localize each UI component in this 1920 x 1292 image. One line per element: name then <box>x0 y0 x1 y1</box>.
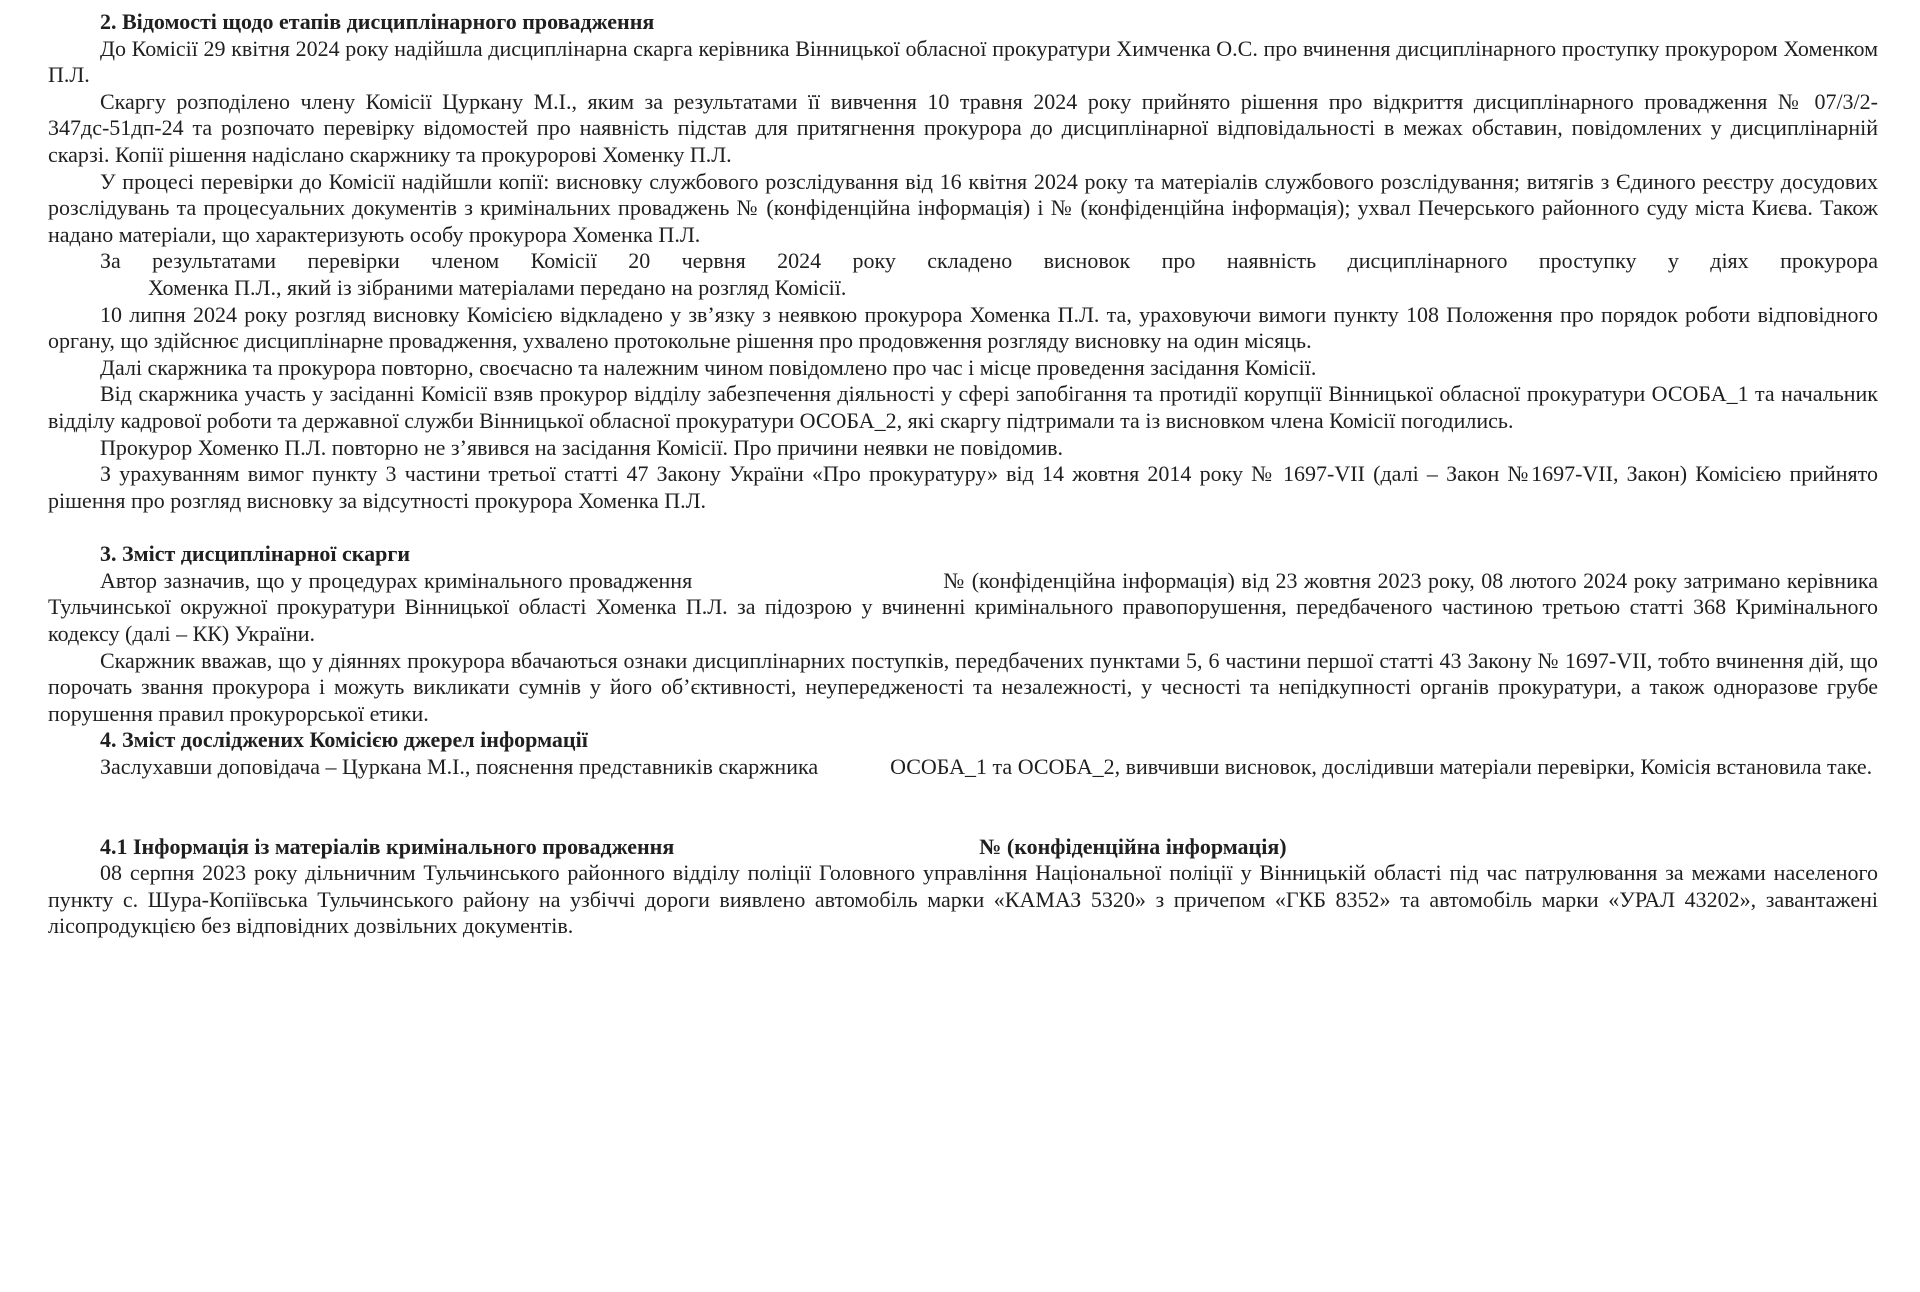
section-2-paragraph-6: Далі скаржника та прокурора повторно, своєчасно та належним чином повідомлено про час і місце проведення засідання Комісії. <box>100 354 1317 380</box>
section-4-1-paragraph-1: 08 серпня 2023 року дільничним Тульчинського районного відділу поліції Головного управління Національної поліції у Вінницькій області під час патрулювання за межами населеного пункту с. Шура-Копіївська Тульчинського району на узбіччі дороги виявлено автомобіль марки «КАМАЗ 5320» з причепом «ГКБ 8352» та автомобіль марки «УРАЛ 43202», завантажені лісопродукцією без відповідних дозвільних документів. <box>48 860 1878 939</box>
section-3-paragraph-1-text: Автор зазначив, що у процедурах кримінального провадження <box>100 567 693 593</box>
section-3-paragraph-1 <box>48 568 1878 648</box>
section-4-1-heading-case-number: № (конфіденційна інформація) <box>979 833 1287 859</box>
section-2-paragraph-5: 10 липня 2024 року розгляд висновку Комісією відкладено у зв’язку з неявкою прокурора Хоменка П.Л. та, ураховуючи вимоги пункту 108 Положення про порядок роботи відповідного органу, що здійснює дисциплінарне провадження, ухвалено протокольне рішення про продовження розгляду висновку на один місяць. <box>48 301 1878 354</box>
section-4-paragraph-1 <box>48 754 1878 781</box>
section-2-paragraph-2: Скаргу розподілено члену Комісії Цуркану М.І., яким за результатами її вивчення 10 травня 2024 року прийнято рішення про відкриття дисциплінарного провадження № 07/3/2-347дс-51дп-24 та розпочато перевірку відомостей про наявність підстав для притягнення прокурора до дисциплінарної відповідальності в межах обставин, повідомлених у дисциплінарній скарзі. Копії рішення надіслано скаржнику та прокуророві Хоменку П.Л. <box>48 88 1878 167</box>
section-4-paragraph-1-continuation: ОСОБА_1 та ОСОБА_2, вивчивши висновок, дослідивши матеріали перевірки, Комісія встановила таке. <box>890 754 1873 780</box>
section-4-1-heading <box>48 834 1878 861</box>
section-2-paragraph-8: Прокурор Хоменко П.Л. повторно не з’явився на засідання Комісії. Про причини неявки не повідомив. <box>100 434 1064 460</box>
section-2-paragraph-7: Від скаржника участь у засіданні Комісії взяв прокурор відділу забезпечення діяльності у сфері запобігання та протидії корупції Вінницької обласної прокуратури ОСОБА_1 та начальник відділу кадрової роботи та державної служби Вінницької обласної прокуратури ОСОБА_2, які скаргу підтримали та із висновком члена Комісії погодились. <box>48 381 1878 433</box>
section-2-paragraph-9: З урахуванням вимог пункту 3 частини третьої статті 47 Закону України «Про прокуратуру» від 14 жовтня 2014 року № 1697-VII (далі – Закон №1697-VII, Закон) Комісією прийнято рішення про розгляд висновку за відсутності прокурора Хоменка П.Л. <box>48 461 1878 513</box>
section-3-paragraph-2: Скаржник вважав, що у діяннях прокурора вбачаються ознаки дисциплінарних поступків, передбачених пунктами 5, 6 частини першої статті 43 Закону № 1697-VII, тобто вчинення дій, що порочать звання прокурора і можуть викликати сумнів у його об’єктивності, неупередженості та незалежності, у чесності та непідкупності органів прокуратури, а також одноразове грубе порушення правил прокурорської етики. <box>48 647 1878 726</box>
section-4-1-heading-text: 4.1 Інформація із матеріалів кримінального провадження <box>100 833 675 859</box>
section-2-heading: 2. Відомості щодо етапів дисциплінарного провадження <box>100 9 655 34</box>
section-2-paragraph-1: До Комісії 29 квітня 2024 року надійшла дисциплінарна скарга керівника Вінницької обласної прокуратури Химченка О.С. про вчинення дисциплінарного проступку прокурором Хоменком П.Л. <box>48 35 1878 88</box>
section-2-paragraph-3: У процесі перевірки до Комісії надійшли копії: висновку службового розслідування від 16 квітня 2024 року та матеріалів службового розслідування; витягів з Єдиного реєстру досудових розслідувань та процесуальних документів з кримінальних проваджень № (конфіденційна інформація) і № (конфіденційна інформація); ухвал Печерського районного суду міста Києва. Також надано матеріали, що характеризують особу прокурора Хоменка П.Л. <box>48 168 1878 247</box>
section-2-paragraph-4-line-2: Хоменка П.Л., який із зібраними матеріалами передано на розгляд Комісії. <box>148 274 847 300</box>
section-2-paragraph-4-line-1: За результатами перевірки членом Комісії 20 червня 2024 року складено висновок про наявність дисциплінарного проступку у діях прокурора <box>100 248 1878 274</box>
section-4-paragraph-1-text: Заслухавши доповідача – Цуркана М.І., пояснення представників скаржника <box>100 754 819 780</box>
section-3-paragraph-1-continuation: № (конфіденційна інформація) від 23 жовтня 2023 року, 08 лютого 2024 року затримано керівника Тульчинської окружної прокуратури Вінницької області Хоменка П.Л. за підозрою у вчиненні кримінального правопорушення, передбаченого частиною третьою статті 368 Кримінального кодексу (далі – КК) України. <box>48 567 1878 647</box>
section-3-heading: 3. Зміст дисциплінарної скарги <box>100 541 411 567</box>
section-4-heading: 4. Зміст досліджених Комісією джерел інформації <box>100 727 588 753</box>
